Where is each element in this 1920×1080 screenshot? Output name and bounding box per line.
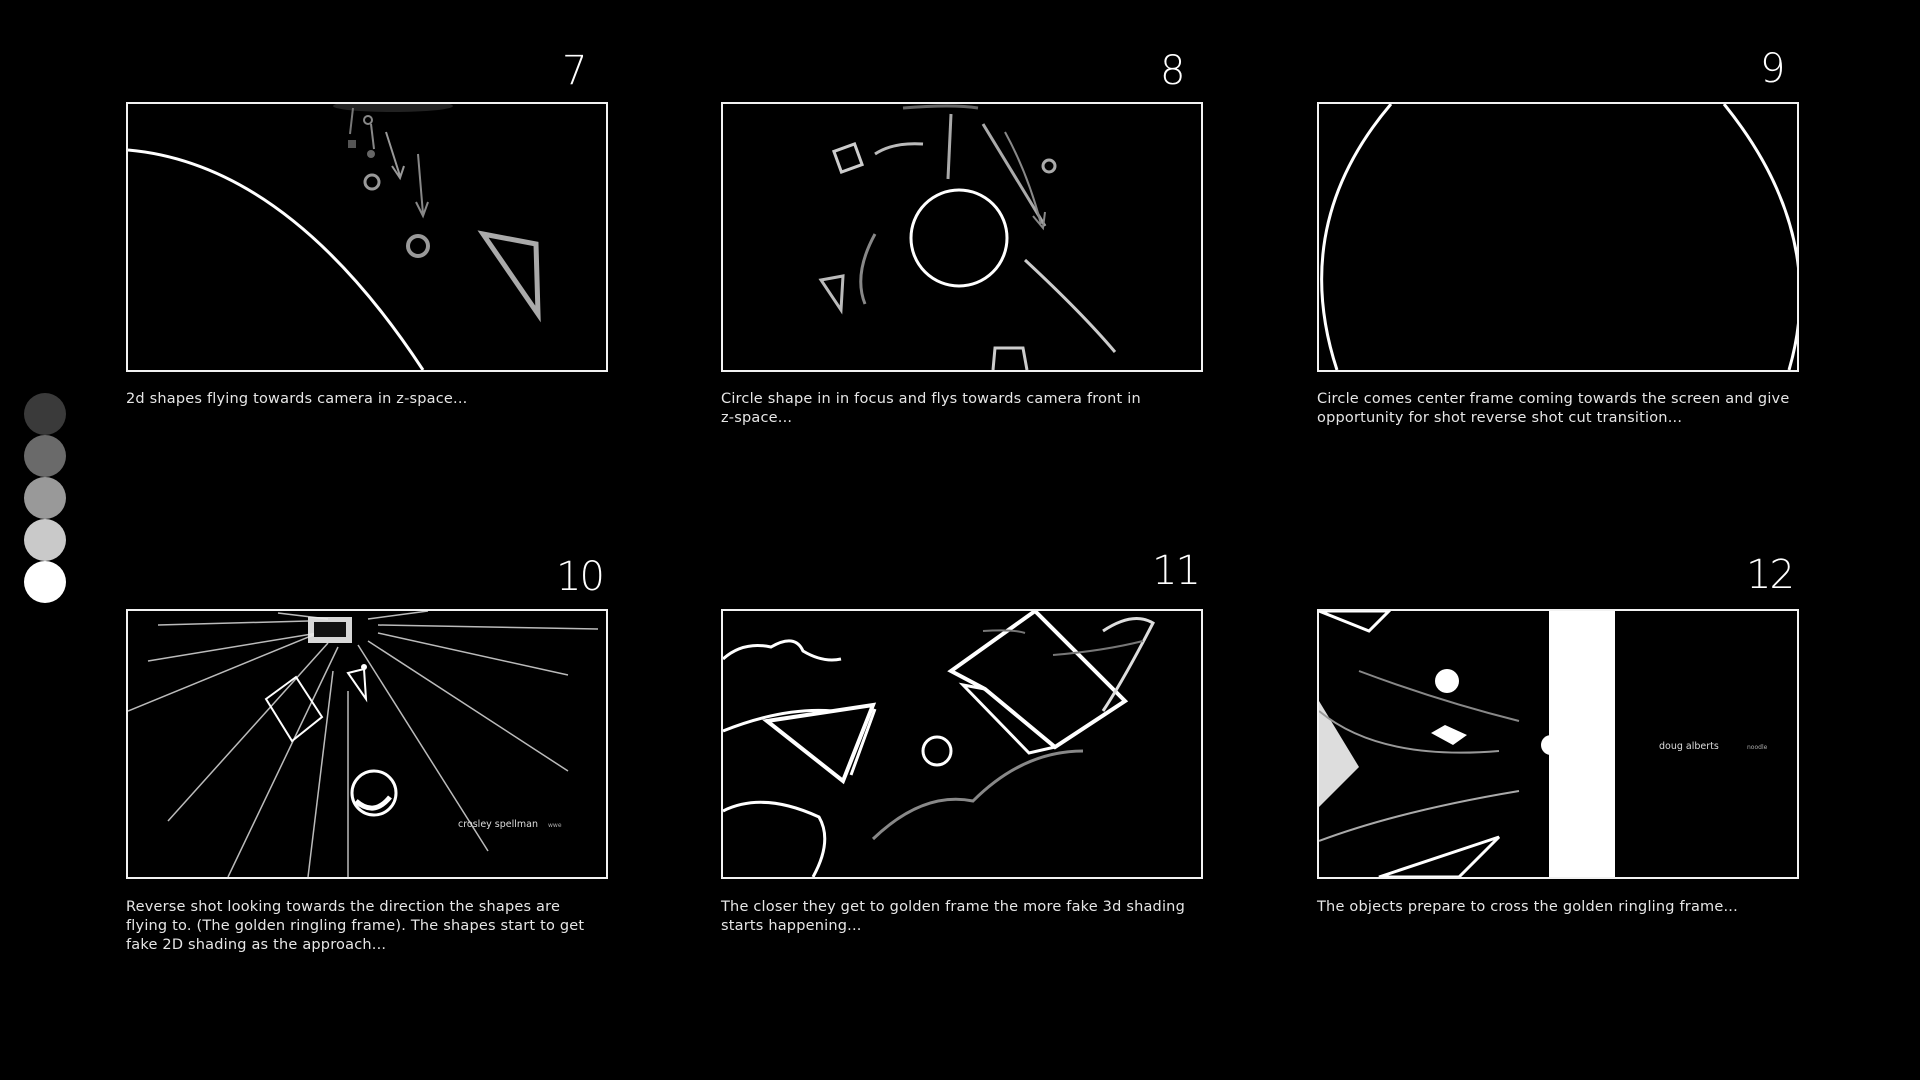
storyboard-frame <box>1317 609 1799 879</box>
sketch-shapes-flying <box>128 104 606 370</box>
sketch-crossing-frame <box>1319 611 1797 877</box>
panel-caption: Circle shape in in focus and flys towards camera front in z-space... <box>721 391 1141 426</box>
sketch-3d-shading <box>723 611 1201 877</box>
sketch-reverse-shot <box>128 611 606 877</box>
panel-number: 11 <box>1152 548 1199 594</box>
credit-name: crosley spellman <box>458 819 539 830</box>
swatch-mid-dark <box>24 435 66 477</box>
swatch-mid <box>24 477 66 519</box>
panel-number: 8 <box>1160 48 1184 94</box>
swatch-light <box>24 519 66 561</box>
storyboard-frame <box>1317 102 1799 372</box>
credit-name: doug alberts <box>1659 741 1719 752</box>
storyboard-frame <box>721 102 1203 372</box>
storyboard-frame <box>126 609 608 879</box>
storyboard-frame <box>721 609 1203 879</box>
credit-role: wwe <box>548 822 562 829</box>
panel-number: 10 <box>556 554 603 600</box>
panel-caption: Circle comes center frame coming towards the screen and give opportunity for shot reverse shot cut transition... <box>1317 391 1790 426</box>
panel-caption: 2d shapes flying towards camera in z-space... <box>126 391 468 407</box>
panel-number: 12 <box>1746 552 1793 598</box>
swatch-white <box>24 561 66 603</box>
panel-caption: The objects prepare to cross the golden ringling frame... <box>1317 899 1738 915</box>
panel-caption: Reverse shot looking towards the direction the shapes are flying to. (The golden ringling frame). The shapes start to get fake 2D shading as the approach... <box>126 899 585 953</box>
sketch-circle-closeup <box>1319 104 1797 370</box>
swatch-dark <box>24 393 66 435</box>
sketch-circle-focus <box>723 104 1201 370</box>
storyboard-frame <box>126 102 608 372</box>
panel-number: 7 <box>562 48 586 94</box>
panel-number: 9 <box>1760 46 1784 92</box>
panel-caption: The closer they get to golden frame the more fake 3d shading starts happening... <box>721 899 1185 934</box>
credit-role: noodle <box>1747 744 1768 751</box>
